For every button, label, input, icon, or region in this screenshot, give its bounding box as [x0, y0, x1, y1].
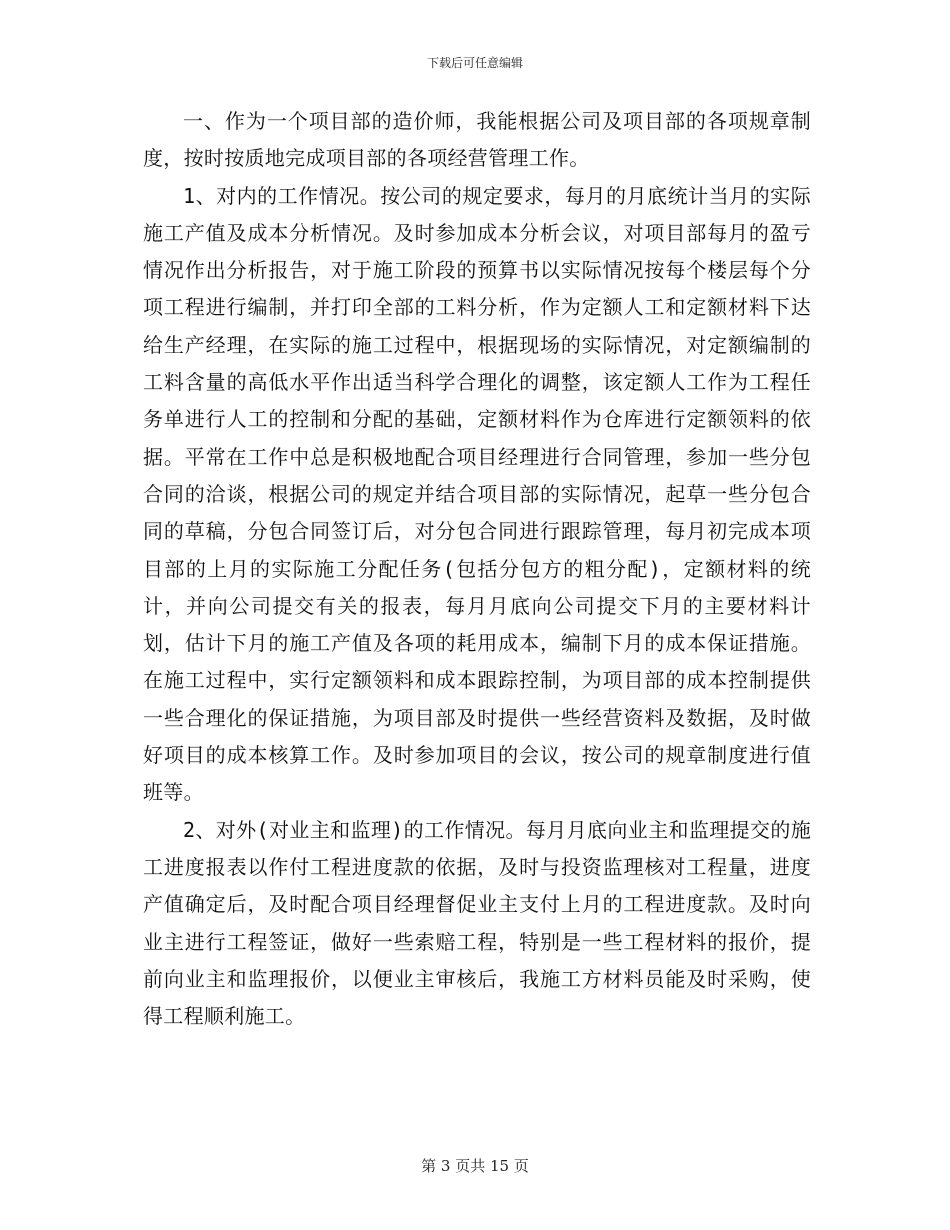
document-body — [143, 103, 811, 1035]
paragraph-1: 一、作为一个项目部的造价师，我能根据公司及项目部的各项规章制度，按时按质地完成项目部的各项经营管理工作。 — [143, 109, 811, 171]
page-header: 下载后可任意编辑 — [426, 56, 523, 70]
page-footer: 第 3 页共 15 页 — [421, 1157, 529, 1175]
paragraph-2: 1、对内的工作情况。按公司的规定要求，每月的月底统计当月的实际施工产值及成本分析情况。及时参加成本分析会议，对项目部每月的盈亏情况作出分析报告，对于施工阶段的预算书以实际情况按每个楼层每个分项工程进行编制，并打印全部的工料分析，作为定额人工和定额材料下达给生产经理，在实际的施工过程中，根据现场的实际情况，对定额编制的工料含量的高低水平作出适当科学合理化的调整，该定额人工作为工程任务单进行人工的控制和分配的基础，定额材料作为仓库进行定额领料的依据。平常在工作中总是积极地配合项目经理进行合同管理，参加一些分包合同的洽谈，根据公司的规定并结合项目部的实际情况，起草一些分包合同的草稿，分包合同签订后，对分包合同进行跟踪管理，每月初完成本项目部的上月的实际施工分配任务(包括分包方的粗分配)，定额材料的统计，并向公司提交有关的报表，每月月底向公司提交下月的主要材料计划，估计下月的施工产值及各项的耗用成本，编制下月的成本保证措施。在施工过程中，实行定额领料和成本跟踪控制，为项目部的成本控制提供一些合理化的保证措施，为项目部及时提供一些经营资料及数据，及时做好项目的成本核算工作。及时参加项目的会议，按公司的规章制度进行值班等。 — [143, 183, 811, 805]
paragraph-3: 2、对外(对业主和监理)的工作情况。每月月底向业主和监理提交的施工进度报表以作付工程进度款的依据，及时与投资监理核对工程量，进度产值确定后，及时配合项目经理督促业主支付上月的工程进度款。及时向业主进行工程签证，做好一些索赔工程，特别是一些工程材料的报价，提前向业主和监理报价，以便业主审核后，我施工方材料员能及时采购，使得工程顺利施工。 — [143, 817, 811, 1029]
